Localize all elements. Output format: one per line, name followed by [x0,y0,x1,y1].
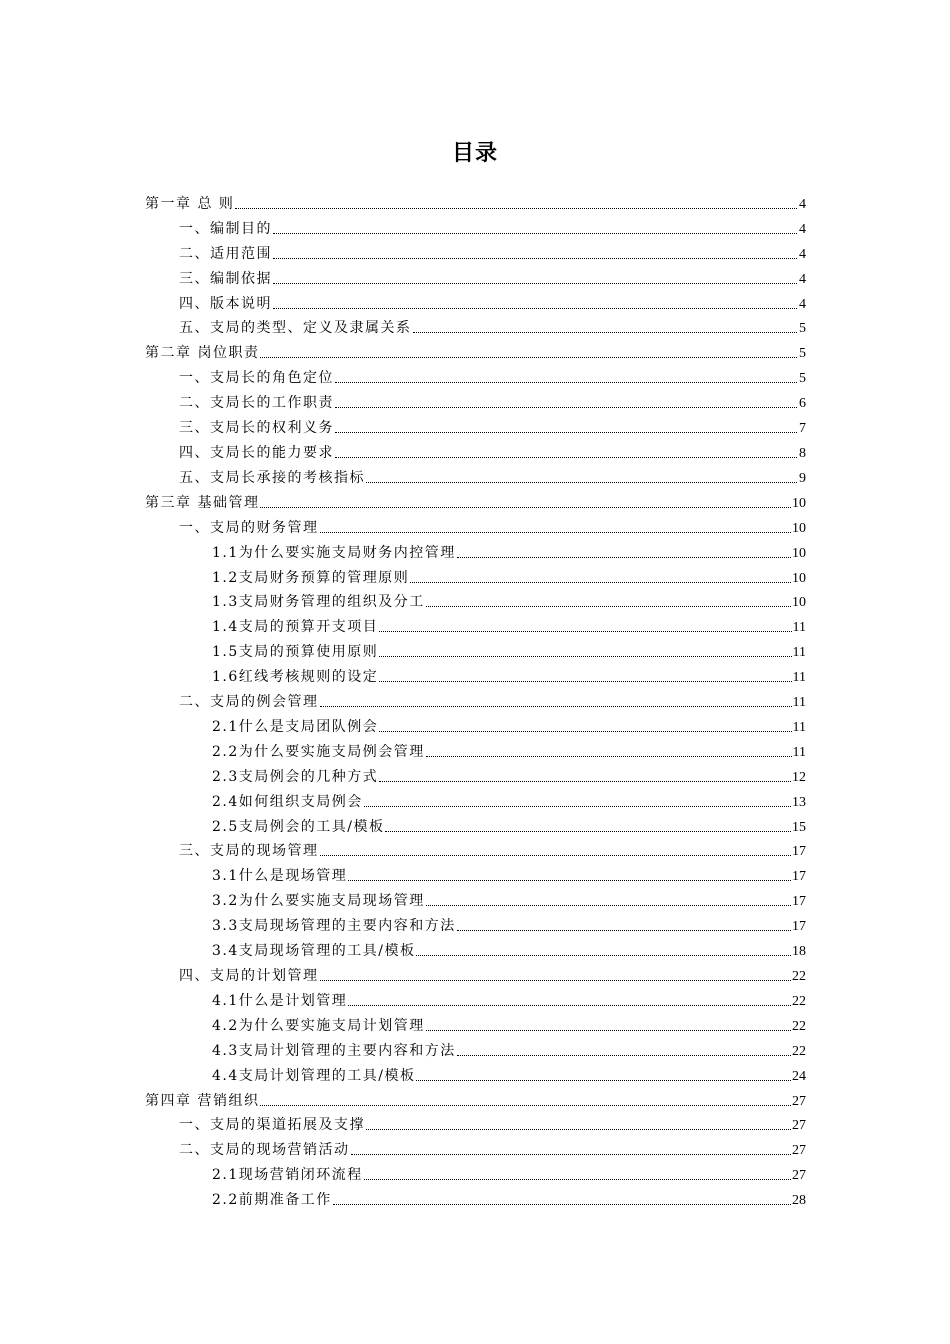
dot-leader [416,954,791,956]
dot-leader [235,207,797,209]
dot-leader [260,1104,791,1106]
dot-leader [379,780,791,782]
toc-entry[interactable] [145,188,806,213]
toc-entry[interactable] [145,1035,806,1060]
toc-entry-label: 2.4如何组织支局例会 [212,793,363,810]
dot-leader [379,680,791,682]
toc-entry-label: 四、支局的计划管理 [179,968,319,984]
toc-entry-label: 三、支局的现场管理 [179,843,319,860]
toc-entry[interactable] [145,885,806,910]
toc-entry-page-number: 17 [792,919,806,935]
toc-entry[interactable] [145,960,806,985]
toc-entry-page-number: 10 [792,520,806,536]
toc-entry-label: 1.1为什么要实施支局财务内控管理 [212,544,456,561]
toc-entry-label: 一、支局的渠道拓展及支撑 [179,1117,365,1134]
toc-entry-page-number: 10 [792,545,806,561]
dot-leader [273,282,797,284]
toc-entry[interactable] [145,786,806,811]
toc-entry-label: 1.6红线考核规则的设定 [212,669,379,686]
toc-entry[interactable] [145,711,806,736]
toc-entry-page-number: 15 [792,819,806,835]
toc-entry[interactable] [145,462,806,487]
dot-leader [351,1153,792,1155]
toc-entry-label: 二、适用范围 [179,245,272,262]
toc-entry-label: 1.5支局的预算使用原则 [212,644,379,661]
toc-entry-label: 4.4支局计划管理的工具/模板 [212,1067,416,1084]
toc-entry-label: 一、支局长的角色定位 [179,370,334,387]
toc-entry[interactable] [145,985,806,1010]
dot-leader [416,1079,791,1081]
dot-leader [333,1203,791,1205]
toc-entry[interactable] [145,537,806,562]
toc-entry[interactable] [145,811,806,836]
toc-entry-label: 1.2支局财务预算的管理原则 [212,569,410,586]
toc-entry-page-number: 4 [799,271,806,287]
dot-leader [320,705,792,707]
toc-entry-page-number: 27 [792,1118,806,1134]
toc-entry-label: 一、编制目的 [179,220,272,237]
dot-leader [335,431,797,433]
dot-leader [379,730,791,732]
dot-leader [348,1004,791,1006]
dot-leader [410,581,791,583]
dot-leader [379,655,791,657]
toc-entry-label: 五、支局的类型、定义及隶属关系 [179,320,412,337]
toc-entry-page-number: 4 [799,296,806,312]
toc-entry[interactable] [145,213,806,238]
toc-entry-label: 第四章 营销组织 [145,1092,260,1109]
toc-entry-label: 3.4支局现场管理的工具/模板 [212,943,416,960]
toc-entry[interactable] [145,1085,806,1110]
toc-entry[interactable] [145,587,806,612]
dot-leader [426,605,791,607]
toc-entry-page-number: 8 [799,445,806,461]
dot-leader [320,854,792,856]
dot-leader [335,456,797,458]
toc-entry-page-number: 27 [792,1093,806,1109]
toc-entry-label: 2.2前期准备工作 [212,1192,332,1209]
dot-leader [457,556,791,558]
dot-leader [366,1128,791,1130]
toc-entry-label: 1.3支局财务管理的组织及分工 [212,594,425,611]
dot-leader [426,755,792,757]
toc-entry-page-number: 22 [792,969,806,984]
dot-leader [260,506,791,508]
toc-entry-label: 2.1现场营销闭环流程 [212,1167,363,1184]
toc-entry[interactable] [145,611,806,636]
toc-entry-page-number: 9 [799,470,806,486]
toc-entry[interactable] [145,1159,806,1184]
toc-entry-label: 四、版本说明 [179,295,272,312]
toc-entry[interactable] [145,412,806,437]
toc-entry-page-number: 22 [792,993,806,1009]
toc-entry-label: 第三章 基础管理 [145,494,260,511]
dot-leader [273,307,797,309]
table-of-contents [145,188,806,1209]
toc-entry-page-number: 27 [792,1168,806,1184]
toc-entry-page-number: 11 [792,719,806,735]
toc-entry-label: 3.3支局现场管理的主要内容和方法 [212,918,456,935]
toc-entry[interactable] [145,387,806,412]
dot-leader [413,331,798,333]
toc-entry-page-number: 27 [792,1143,806,1159]
toc-entry[interactable] [145,935,806,960]
toc-entry[interactable] [145,437,806,462]
toc-entry-label: 五、支局长承接的考核指标 [179,469,365,486]
toc-entry[interactable] [145,562,806,587]
toc-entry-label: 三、支局长的权利义务 [179,420,334,437]
toc-entry-page-number: 11 [792,620,806,636]
toc-entry-page-number: 24 [792,1068,806,1084]
toc-entry-page-number: 7 [799,421,806,437]
toc-entry-label: 4.1什么是计划管理 [212,992,348,1009]
dot-leader [385,830,791,832]
toc-entry-label: 4.2为什么要实施支局计划管理 [212,1017,425,1034]
toc-entry[interactable] [145,761,806,786]
toc-entry[interactable] [145,1184,806,1209]
toc-entry[interactable] [145,238,806,263]
toc-entry-label: 三、编制依据 [179,270,272,287]
dot-leader [273,257,797,259]
dot-leader [260,356,797,358]
toc-entry-page-number: 17 [792,894,806,910]
toc-title: 目录 [451,141,498,166]
toc-entry-label: 1.4支局的预算开支项目 [212,619,379,636]
toc-entry[interactable] [145,1010,806,1035]
toc-entry-page-number: 4 [799,246,806,262]
toc-entry-label: 2.3支局例会的几种方式 [212,768,379,785]
toc-entry[interactable] [145,337,806,362]
toc-entry[interactable] [145,263,806,288]
toc-entry-page-number: 5 [799,346,806,362]
dot-leader [335,381,797,383]
dot-leader [426,904,791,906]
toc-entry[interactable] [145,860,806,885]
toc-entry-page-number: 11 [792,645,806,661]
toc-entry-label: 第一章 总 则 [145,195,235,212]
dot-leader [320,531,792,533]
toc-entry-label: 2.2为什么要实施支局例会管理 [212,743,425,760]
toc-entry-page-number: 10 [792,595,806,611]
dot-leader [348,879,791,881]
toc-entry[interactable] [145,1060,806,1085]
toc-entry-label: 第二章 岗位职责 [145,345,260,362]
toc-entry-label: 2.1什么是支局团队例会 [212,718,379,735]
toc-entry-page-number: 22 [792,1043,806,1059]
dot-leader [457,929,791,931]
toc-entry-page-number: 11 [792,670,806,686]
toc-entry-page-number: 17 [792,869,806,885]
dot-leader [273,232,797,234]
toc-entry-label: 四、支局长的能力要求 [179,444,334,461]
toc-entry[interactable] [145,636,806,661]
toc-entry-page-number: 5 [799,321,806,337]
toc-entry-label: 二、支局长的工作职责 [179,395,334,412]
toc-entry-page-number: 10 [792,570,806,586]
toc-entry[interactable] [145,362,806,387]
toc-entry-page-number: 18 [792,944,806,960]
toc-entry-page-number: 22 [792,1018,806,1034]
toc-entry[interactable] [145,1110,806,1135]
toc-entry[interactable] [145,910,806,935]
dot-leader [364,805,791,807]
toc-entry[interactable] [145,313,806,338]
dot-leader [379,630,791,632]
toc-entry-page-number: 10 [792,495,806,511]
toc-entry[interactable] [145,512,806,537]
toc-entry-label: 4.3支局计划管理的主要内容和方法 [212,1042,456,1059]
toc-entry-label: 3.2为什么要实施支局现场管理 [212,893,425,910]
toc-entry-page-number: 11 [792,744,806,760]
dot-leader [366,481,797,483]
toc-entry-page-number: 11 [792,695,806,711]
toc-entry[interactable] [145,1134,806,1159]
toc-entry[interactable] [145,288,806,313]
toc-entry-page-number: 17 [792,844,806,860]
toc-entry-label: 一、支局的财务管理 [179,519,319,536]
dot-leader [457,1054,791,1056]
toc-entry-page-number: 13 [792,794,806,810]
dot-leader [364,1178,791,1180]
toc-entry-page-number: 5 [799,371,806,387]
dot-leader [320,979,792,981]
dot-leader [335,406,797,408]
toc-entry-page-number: 6 [799,396,806,412]
toc-entry[interactable] [145,736,806,761]
toc-entry[interactable] [145,487,806,512]
toc-entry-page-number: 4 [799,221,806,237]
toc-entry-page-number: 4 [799,196,806,212]
toc-entry-label: 3.1什么是现场管理 [212,868,348,885]
toc-entry-label: 2.5支局例会的工具/模板 [212,818,385,835]
toc-entry-page-number: 12 [792,769,806,785]
toc-entry-label: 二、支局的现场营销活动 [179,1142,350,1159]
toc-entry-page-number: 28 [792,1193,806,1209]
toc-entry[interactable] [145,661,806,686]
toc-entry[interactable] [145,836,806,861]
toc-entry-label: 二、支局的例会管理 [179,694,319,711]
toc-entry[interactable] [145,686,806,711]
dot-leader [426,1029,791,1031]
